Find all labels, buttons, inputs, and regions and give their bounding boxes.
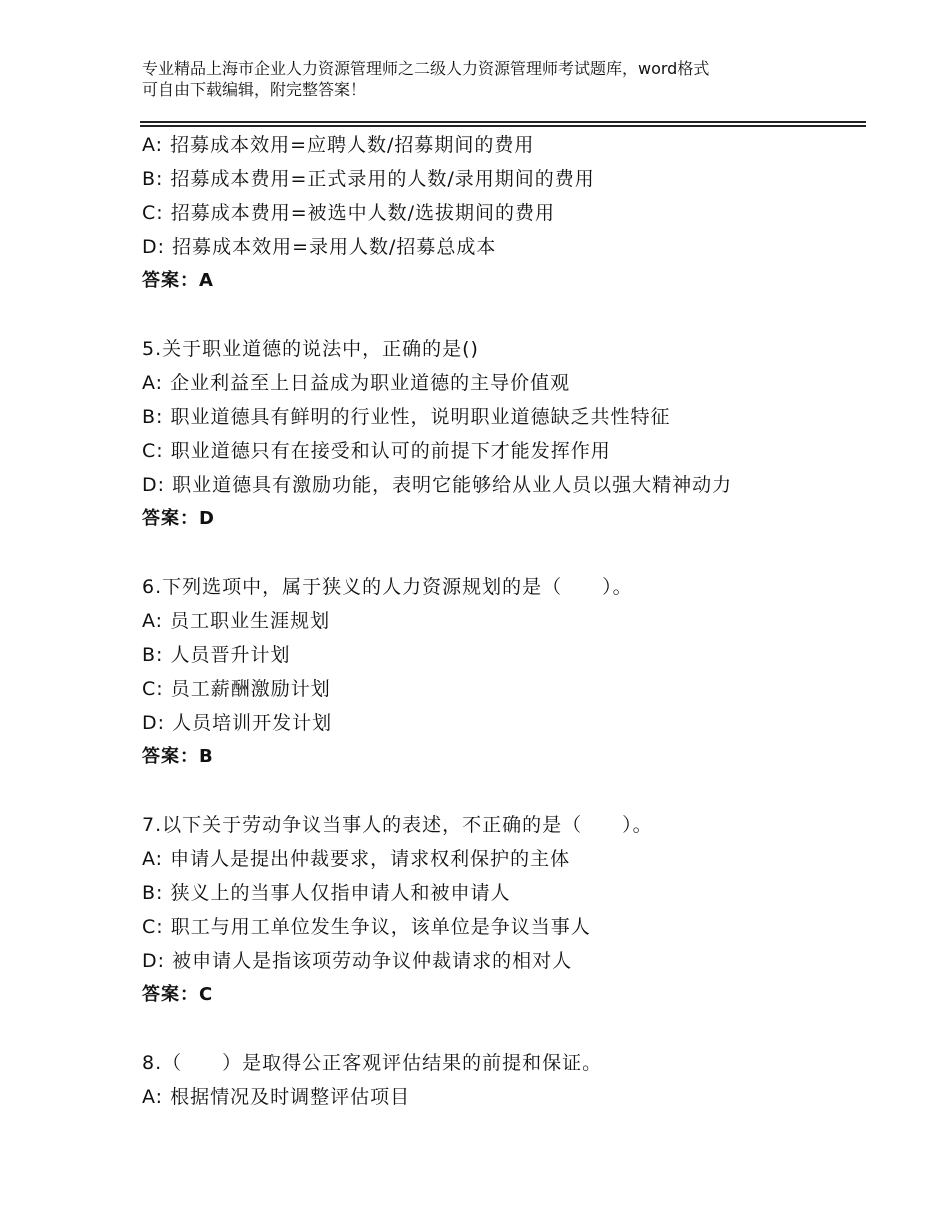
option-b: B: 招募成本费用=正式录用的人数/录用期间的费用: [142, 168, 595, 190]
option-d: D: 人员培训开发计划: [142, 712, 333, 734]
question-8: [142, 1046, 862, 1114]
option-c: C: 职业道德只有在接受和认可的前提下才能发挥作用: [142, 440, 611, 462]
option-a: A: 招募成本效用=应聘人数/招募期间的费用: [142, 134, 535, 156]
question-stem: 8.（ ）是取得公正客观评估结果的前提和保证。: [142, 1052, 603, 1074]
option-a: A: 申请人是提出仲裁要求，请求权利保护的主体: [142, 848, 571, 870]
document-header: [142, 58, 842, 100]
option-d: D: 被申请人是指该项劳动争议仲裁请求的相对人: [142, 950, 573, 972]
header-rule-top: [140, 121, 866, 123]
question-stem: 5.关于职业道德的说法中，正确的是(): [142, 338, 479, 360]
header-line-1: 专业精品上海市企业人力资源管理师之二级人力资源管理师考试题库，word格式: [142, 59, 710, 78]
option-b: B: 职业道德具有鲜明的行业性，说明职业道德缺乏共性特征: [142, 406, 671, 428]
question-list: [142, 128, 862, 1114]
option-c: C: 员工薪酬激励计划: [142, 678, 331, 700]
question-5: [142, 332, 862, 536]
option-a: A: 根据情况及时调整评估项目: [142, 1086, 411, 1108]
header-line-2: 可自由下载编辑，附完整答案！: [142, 80, 367, 99]
header-rule-bottom: [140, 125, 866, 127]
answer: 答案：C: [142, 984, 214, 1005]
question-6: [142, 570, 862, 774]
option-b: B: 狭义上的当事人仅指申请人和被申请人: [142, 882, 511, 904]
answer: 答案：A: [142, 270, 214, 291]
question-7: [142, 808, 862, 1012]
option-b: B: 人员晋升计划: [142, 644, 291, 666]
option-c: C: 职工与用工单位发生争议，该单位是争议当事人: [142, 916, 591, 938]
question-4-continued: [142, 128, 862, 298]
answer: 答案：D: [142, 508, 215, 529]
option-c: C: 招募成本费用=被选中人数/选拔期间的费用: [142, 202, 556, 224]
option-d: D: 招募成本效用=录用人数/招募总成本: [142, 236, 497, 258]
question-stem: 6.下列选项中，属于狭义的人力资源规划的是（ ）。: [142, 576, 633, 598]
option-d: D: 职业道德具有激励功能，表明它能够给从业人员以强大精神动力: [142, 474, 733, 496]
answer: 答案：B: [142, 746, 214, 767]
question-stem: 7.以下关于劳动争议当事人的表述，不正确的是（ ）。: [142, 814, 653, 836]
option-a: A: 企业利益至上日益成为职业道德的主导价值观: [142, 372, 571, 394]
option-a: A: 员工职业生涯规划: [142, 610, 331, 632]
